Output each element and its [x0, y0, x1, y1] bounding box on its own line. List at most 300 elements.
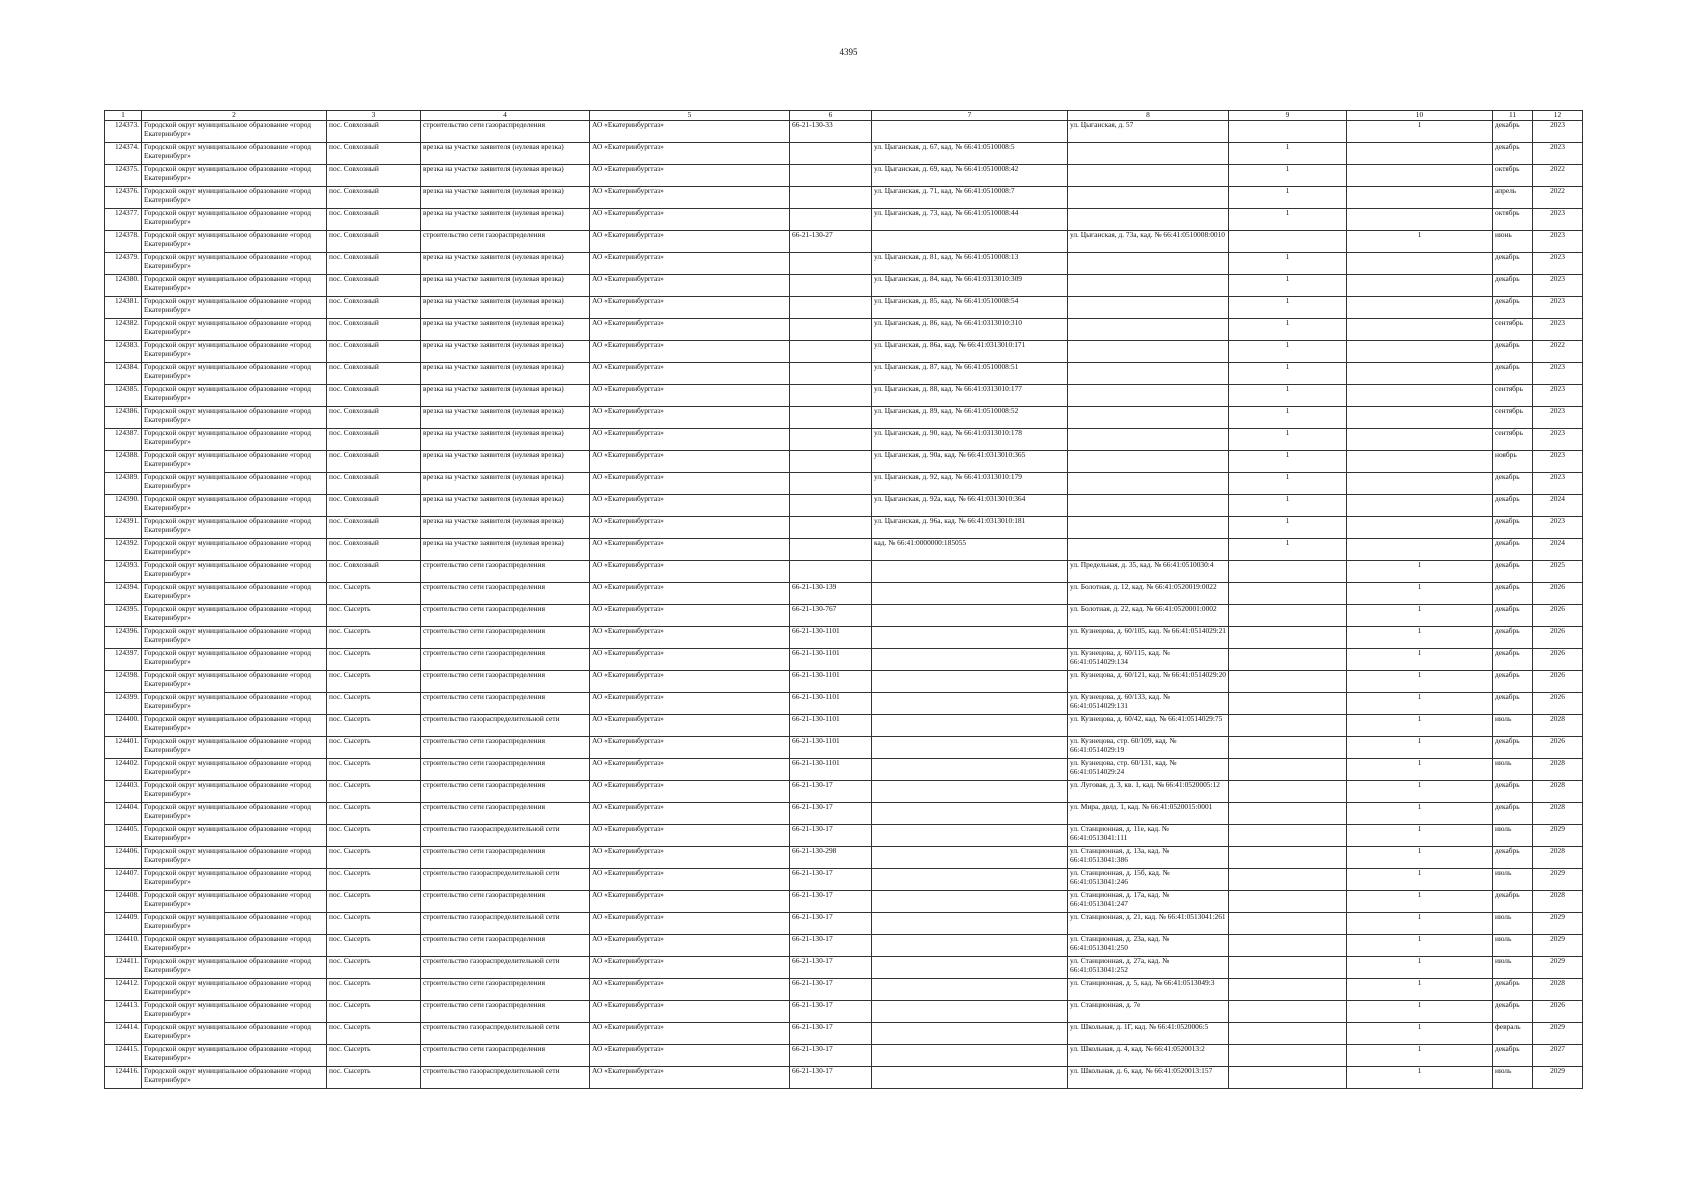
cell-address-network: ул. Кузнецова, д. 60/133, кад. № 66:41:0514029:131 — [1068, 693, 1229, 715]
cell-work-type: врезка на участке заявителя (нулевая врезка) — [421, 275, 590, 297]
cell-network-code — [790, 385, 872, 407]
cell-row-number: 124397. — [105, 649, 142, 671]
cell-row-number: 124413. — [105, 1001, 142, 1023]
cell-organization: АО «Екатеринбурггаз» — [590, 1067, 790, 1089]
cell-address-connection — [872, 803, 1068, 825]
cell-work-type: врезка на участке заявителя (нулевая врезка) — [421, 495, 590, 517]
cell-address-connection: ул. Цыганская, д. 86, кад. № 66:41:0313010:310 — [872, 319, 1068, 341]
cell-work-type: врезка на участке заявителя (нулевая врезка) — [421, 429, 590, 451]
cell-address-connection — [872, 231, 1068, 253]
cell-address-network: ул. Школьная, д. 4, кад. № 66:41:0520013:2 — [1068, 1045, 1229, 1067]
cell-settlement: пос. Совхозный — [327, 165, 421, 187]
cell-network-code — [790, 275, 872, 297]
cell-network-code: 66-21-130-1101 — [790, 671, 872, 693]
cell-settlement: пос. Сысерть — [327, 759, 421, 781]
cell-address-network: ул. Станционная, д. 13а, кад. № 66:41:0513041:386 — [1068, 847, 1229, 869]
cell-municipality: Городской округ муниципальное образование «город Екатеринбург» — [142, 935, 327, 957]
column-header-10: 10 — [1347, 111, 1493, 121]
cell-organization: АО «Екатеринбурггаз» — [590, 583, 790, 605]
cell-connection-count: 1 — [1229, 539, 1347, 561]
cell-municipality: Городской округ муниципальное образование «город Екатеринбург» — [142, 561, 327, 583]
cell-network-count — [1347, 209, 1493, 231]
cell-settlement: пос. Сысерть — [327, 1045, 421, 1067]
cell-municipality: Городской округ муниципальное образование «город Екатеринбург» — [142, 495, 327, 517]
cell-year: 2029 — [1533, 825, 1583, 847]
cell-work-type: врезка на участке заявителя (нулевая врезка) — [421, 187, 590, 209]
cell-year: 2022 — [1533, 341, 1583, 363]
cell-year: 2026 — [1533, 693, 1583, 715]
table-row — [105, 803, 1583, 825]
cell-address-connection: ул. Цыганская, д. 88, кад. № 66:41:0313010:177 — [872, 385, 1068, 407]
cell-year: 2023 — [1533, 209, 1583, 231]
cell-address-connection: ул. Цыганская, д. 89, кад. № 66:41:0510008:52 — [872, 407, 1068, 429]
cell-network-code — [790, 253, 872, 275]
cell-network-count: 1 — [1347, 693, 1493, 715]
cell-municipality: Городской округ муниципальное образование «город Екатеринбург» — [142, 473, 327, 495]
cell-municipality: Городской округ муниципальное образование «город Екатеринбург» — [142, 385, 327, 407]
cell-month: декабрь — [1493, 627, 1533, 649]
cell-address-connection: ул. Цыганская, д. 96а, кад. № 66:41:0313010:181 — [872, 517, 1068, 539]
cell-municipality: Городской округ муниципальное образование «город Екатеринбург» — [142, 539, 327, 561]
cell-address-connection: ул. Цыганская, д. 73, кад. № 66:41:0510008:44 — [872, 209, 1068, 231]
cell-address-connection: ул. Цыганская, д. 67, кад. № 66:41:0510008:5 — [872, 143, 1068, 165]
cell-settlement: пос. Сысерть — [327, 1067, 421, 1089]
cell-year: 2023 — [1533, 473, 1583, 495]
cell-settlement: пос. Сысерть — [327, 847, 421, 869]
cell-row-number: 124378. — [105, 231, 142, 253]
cell-municipality: Городской округ муниципальное образование «город Екатеринбург» — [142, 737, 327, 759]
cell-network-count — [1347, 517, 1493, 539]
cell-connection-count: 1 — [1229, 165, 1347, 187]
cell-address-network: ул. Кузнецова, д. 60/121, кад. № 66:41:0514029:20 — [1068, 671, 1229, 693]
cell-network-count: 1 — [1347, 1001, 1493, 1023]
cell-connection-count: 1 — [1229, 143, 1347, 165]
cell-month: июль — [1493, 1067, 1533, 1089]
page-number: 4395 — [839, 47, 858, 57]
cell-organization: АО «Екатеринбурггаз» — [590, 979, 790, 1001]
cell-row-number: 124399. — [105, 693, 142, 715]
cell-row-number: 124381. — [105, 297, 142, 319]
cell-work-type: строительство газораспределительной сети — [421, 1067, 590, 1089]
cell-municipality: Городской округ муниципальное образование «город Екатеринбург» — [142, 253, 327, 275]
column-header-11: 11 — [1493, 111, 1533, 121]
cell-connection-count — [1229, 1067, 1347, 1089]
cell-address-network: ул. Луговая, д. 3, кв. 1, кад. № 66:41:0520005:12 — [1068, 781, 1229, 803]
cell-network-count: 1 — [1347, 979, 1493, 1001]
cell-address-network: ул. Кузнецова, стр. 60/109, кад. № 66:41:0514029:19 — [1068, 737, 1229, 759]
cell-network-count: 1 — [1347, 1067, 1493, 1089]
cell-network-code: 66-21-130-33 — [790, 121, 872, 143]
cell-address-connection: ул. Цыганская, д. 92а, кад. № 66:41:0313010:364 — [872, 495, 1068, 517]
cell-year: 2023 — [1533, 429, 1583, 451]
cell-work-type: строительство газораспределительной сети — [421, 1023, 590, 1045]
table-row — [105, 231, 1583, 253]
cell-address-network: ул. Школьная, д. 6, кад. № 66:41:0520013:157 — [1068, 1067, 1229, 1089]
cell-address-connection — [872, 1067, 1068, 1089]
cell-network-count — [1347, 319, 1493, 341]
cell-connection-count — [1229, 561, 1347, 583]
cell-municipality: Городской округ муниципальное образование «город Екатеринбург» — [142, 121, 327, 143]
cell-address-connection — [872, 671, 1068, 693]
cell-settlement: пос. Совхозный — [327, 495, 421, 517]
cell-settlement: пос. Совхозный — [327, 121, 421, 143]
cell-connection-count — [1229, 121, 1347, 143]
cell-network-count: 1 — [1347, 891, 1493, 913]
table-row — [105, 297, 1583, 319]
cell-row-number: 124373. — [105, 121, 142, 143]
cell-address-network — [1068, 165, 1229, 187]
cell-work-type: строительство сети газораспределения — [421, 781, 590, 803]
cell-month: октябрь — [1493, 165, 1533, 187]
cell-month: сентябрь — [1493, 429, 1533, 451]
cell-month: сентябрь — [1493, 407, 1533, 429]
cell-address-connection: ул. Цыганская, д. 90, кад. № 66:41:0313010:178 — [872, 429, 1068, 451]
cell-network-code: 66-21-130-17 — [790, 825, 872, 847]
cell-municipality: Городской округ муниципальное образование «город Екатеринбург» — [142, 1045, 327, 1067]
cell-network-code: 66-21-130-17 — [790, 891, 872, 913]
cell-work-type: врезка на участке заявителя (нулевая врезка) — [421, 363, 590, 385]
cell-network-code — [790, 561, 872, 583]
cell-address-network: ул. Станционная, д. 7е — [1068, 1001, 1229, 1023]
cell-connection-count: 1 — [1229, 253, 1347, 275]
cell-row-number: 124407. — [105, 869, 142, 891]
table-row — [105, 451, 1583, 473]
cell-organization: АО «Екатеринбурггаз» — [590, 253, 790, 275]
cell-work-type: врезка на участке заявителя (нулевая врезка) — [421, 473, 590, 495]
cell-network-code: 66-21-130-17 — [790, 935, 872, 957]
cell-month: декабрь — [1493, 253, 1533, 275]
cell-row-number: 124388. — [105, 451, 142, 473]
cell-network-count — [1347, 143, 1493, 165]
cell-row-number: 124382. — [105, 319, 142, 341]
cell-settlement: пос. Совхозный — [327, 297, 421, 319]
cell-organization: АО «Екатеринбурггаз» — [590, 803, 790, 825]
cell-network-count: 1 — [1347, 627, 1493, 649]
cell-work-type: строительство сети газораспределения — [421, 803, 590, 825]
cell-municipality: Городской округ муниципальное образование «город Екатеринбург» — [142, 165, 327, 187]
cell-month: июнь — [1493, 231, 1533, 253]
table-row — [105, 363, 1583, 385]
cell-row-number: 124384. — [105, 363, 142, 385]
cell-network-code: 66-21-130-17 — [790, 1067, 872, 1089]
cell-network-count — [1347, 385, 1493, 407]
cell-row-number: 124377. — [105, 209, 142, 231]
cell-connection-count: 1 — [1229, 429, 1347, 451]
cell-row-number: 124385. — [105, 385, 142, 407]
cell-connection-count: 1 — [1229, 187, 1347, 209]
cell-organization: АО «Екатеринбурггаз» — [590, 429, 790, 451]
cell-settlement: пос. Совхозный — [327, 275, 421, 297]
cell-year: 2028 — [1533, 781, 1583, 803]
cell-network-count: 1 — [1347, 649, 1493, 671]
table-row — [105, 1023, 1583, 1045]
cell-year: 2028 — [1533, 803, 1583, 825]
cell-year: 2029 — [1533, 913, 1583, 935]
cell-year: 2029 — [1533, 935, 1583, 957]
cell-organization: АО «Екатеринбурггаз» — [590, 671, 790, 693]
cell-year: 2023 — [1533, 121, 1583, 143]
cell-settlement: пос. Совхозный — [327, 561, 421, 583]
cell-network-count — [1347, 407, 1493, 429]
cell-address-connection — [872, 759, 1068, 781]
column-header-1: 1 — [105, 111, 142, 121]
cell-year: 2028 — [1533, 847, 1583, 869]
cell-month: сентябрь — [1493, 319, 1533, 341]
cell-network-code: 66-21-130-17 — [790, 869, 872, 891]
cell-municipality: Городской округ муниципальное образование «город Екатеринбург» — [142, 1023, 327, 1045]
cell-connection-count: 1 — [1229, 385, 1347, 407]
cell-municipality: Городской округ муниципальное образование «город Екатеринбург» — [142, 1067, 327, 1089]
cell-address-network — [1068, 143, 1229, 165]
cell-network-count — [1347, 187, 1493, 209]
cell-organization: АО «Екатеринбурггаз» — [590, 539, 790, 561]
cell-municipality: Городской округ муниципальное образование «город Екатеринбург» — [142, 451, 327, 473]
cell-network-code: 66-21-130-1101 — [790, 715, 872, 737]
cell-organization: АО «Екатеринбурггаз» — [590, 825, 790, 847]
cell-month: июль — [1493, 869, 1533, 891]
cell-connection-count: 1 — [1229, 407, 1347, 429]
cell-month: декабрь — [1493, 891, 1533, 913]
cell-address-connection — [872, 583, 1068, 605]
cell-settlement: пос. Совхозный — [327, 253, 421, 275]
cell-connection-count — [1229, 847, 1347, 869]
cell-month: июль — [1493, 913, 1533, 935]
cell-row-number: 124401. — [105, 737, 142, 759]
cell-address-connection: ул. Цыганская, д. 71, кад. № 66:41:0510008:7 — [872, 187, 1068, 209]
cell-municipality: Городской округ муниципальное образование «город Екатеринбург» — [142, 605, 327, 627]
table-row — [105, 781, 1583, 803]
cell-network-count: 1 — [1347, 825, 1493, 847]
cell-settlement: пос. Совхозный — [327, 143, 421, 165]
cell-year: 2023 — [1533, 363, 1583, 385]
cell-organization: АО «Екатеринбурггаз» — [590, 759, 790, 781]
cell-month: декабрь — [1493, 363, 1533, 385]
cell-work-type: строительство сети газораспределения — [421, 1001, 590, 1023]
cell-connection-count — [1229, 957, 1347, 979]
cell-year: 2029 — [1533, 1067, 1583, 1089]
cell-network-code — [790, 319, 872, 341]
cell-network-count: 1 — [1347, 1045, 1493, 1067]
cell-network-code: 66-21-130-17 — [790, 1001, 872, 1023]
cell-settlement: пос. Совхозный — [327, 319, 421, 341]
column-header-4: 4 — [421, 111, 590, 121]
cell-year: 2023 — [1533, 231, 1583, 253]
cell-work-type: врезка на участке заявителя (нулевая врезка) — [421, 539, 590, 561]
table-row — [105, 385, 1583, 407]
cell-municipality: Городской округ муниципальное образование «город Екатеринбург» — [142, 297, 327, 319]
cell-network-code: 66-21-130-139 — [790, 583, 872, 605]
cell-organization: АО «Екатеринбурггаз» — [590, 1045, 790, 1067]
cell-month: декабрь — [1493, 649, 1533, 671]
cell-row-number: 124410. — [105, 935, 142, 957]
cell-address-network: ул. Предельная, д. 35, кад. № 66:41:0510030:4 — [1068, 561, 1229, 583]
cell-address-network — [1068, 539, 1229, 561]
cell-network-count — [1347, 165, 1493, 187]
cell-settlement: пос. Сысерть — [327, 825, 421, 847]
table-body — [105, 121, 1583, 1089]
table-row — [105, 913, 1583, 935]
cell-month: сентябрь — [1493, 385, 1533, 407]
cell-year: 2029 — [1533, 1023, 1583, 1045]
cell-row-number: 124393. — [105, 561, 142, 583]
cell-organization: АО «Екатеринбурггаз» — [590, 627, 790, 649]
cell-row-number: 124374. — [105, 143, 142, 165]
table-row — [105, 539, 1583, 561]
cell-municipality: Городской округ муниципальное образование «город Екатеринбург» — [142, 275, 327, 297]
cell-network-count: 1 — [1347, 781, 1493, 803]
table-row — [105, 121, 1583, 143]
cell-network-code — [790, 539, 872, 561]
cell-year: 2023 — [1533, 297, 1583, 319]
cell-network-code: 66-21-130-1101 — [790, 649, 872, 671]
cell-address-connection: кад. № 66:41:0000000:185055 — [872, 539, 1068, 561]
cell-network-code: 66-21-130-1101 — [790, 737, 872, 759]
cell-connection-count: 1 — [1229, 517, 1347, 539]
cell-month: октябрь — [1493, 209, 1533, 231]
cell-address-connection — [872, 121, 1068, 143]
table-row — [105, 1067, 1583, 1089]
table-row — [105, 429, 1583, 451]
cell-organization: АО «Екатеринбурггаз» — [590, 891, 790, 913]
cell-settlement: пос. Сысерть — [327, 1001, 421, 1023]
cell-settlement: пос. Сысерть — [327, 891, 421, 913]
cell-settlement: пос. Сысерть — [327, 781, 421, 803]
cell-network-count: 1 — [1347, 935, 1493, 957]
cell-connection-count: 1 — [1229, 341, 1347, 363]
cell-row-number: 124390. — [105, 495, 142, 517]
cell-settlement: пос. Сысерть — [327, 935, 421, 957]
cell-month: декабрь — [1493, 473, 1533, 495]
cell-settlement: пос. Совхозный — [327, 539, 421, 561]
cell-connection-count — [1229, 869, 1347, 891]
cell-settlement: пос. Сысерть — [327, 671, 421, 693]
cell-municipality: Городской округ муниципальное образование «город Екатеринбург» — [142, 231, 327, 253]
cell-municipality: Городской округ муниципальное образование «город Екатеринбург» — [142, 913, 327, 935]
cell-settlement: пос. Сысерть — [327, 605, 421, 627]
cell-organization: АО «Екатеринбурггаз» — [590, 495, 790, 517]
cell-address-connection — [872, 869, 1068, 891]
table-row — [105, 715, 1583, 737]
cell-network-code: 66-21-130-17 — [790, 781, 872, 803]
cell-organization: АО «Екатеринбурггаз» — [590, 781, 790, 803]
cell-organization: АО «Екатеринбурггаз» — [590, 869, 790, 891]
cell-organization: АО «Екатеринбурггаз» — [590, 363, 790, 385]
cell-work-type: строительство сети газораспределения — [421, 605, 590, 627]
cell-row-number: 124414. — [105, 1023, 142, 1045]
cell-year: 2028 — [1533, 759, 1583, 781]
cell-network-count: 1 — [1347, 869, 1493, 891]
cell-address-network — [1068, 363, 1229, 385]
cell-row-number: 124379. — [105, 253, 142, 275]
cell-row-number: 124383. — [105, 341, 142, 363]
cell-address-connection — [872, 1001, 1068, 1023]
cell-address-network: ул. Болотная, д. 22, кад. № 66:41:0520001:0002 — [1068, 605, 1229, 627]
cell-network-count — [1347, 451, 1493, 473]
cell-address-connection: ул. Цыганская, д. 92, кад. № 66:41:0313010:179 — [872, 473, 1068, 495]
column-header-12: 12 — [1533, 111, 1583, 121]
cell-month: декабрь — [1493, 297, 1533, 319]
cell-month: ноябрь — [1493, 451, 1533, 473]
cell-network-count: 1 — [1347, 561, 1493, 583]
cell-month: декабрь — [1493, 979, 1533, 1001]
cell-network-count — [1347, 429, 1493, 451]
cell-month: декабрь — [1493, 517, 1533, 539]
cell-row-number: 124375. — [105, 165, 142, 187]
cell-connection-count — [1229, 913, 1347, 935]
cell-network-count: 1 — [1347, 1023, 1493, 1045]
cell-settlement: пос. Сысерть — [327, 737, 421, 759]
cell-month: июль — [1493, 957, 1533, 979]
cell-work-type: строительство сети газораспределения — [421, 649, 590, 671]
cell-network-code — [790, 341, 872, 363]
cell-row-number: 124402. — [105, 759, 142, 781]
cell-address-connection — [872, 957, 1068, 979]
cell-municipality: Городской округ муниципальное образование «город Екатеринбург» — [142, 671, 327, 693]
cell-year: 2029 — [1533, 869, 1583, 891]
cell-address-network — [1068, 385, 1229, 407]
cell-month: июль — [1493, 715, 1533, 737]
cell-work-type: врезка на участке заявителя (нулевая врезка) — [421, 451, 590, 473]
cell-year: 2026 — [1533, 671, 1583, 693]
table-row — [105, 341, 1583, 363]
cell-network-code: 66-21-130-17 — [790, 979, 872, 1001]
cell-organization: АО «Екатеринбурггаз» — [590, 605, 790, 627]
cell-address-connection: ул. Цыганская, д. 87, кад. № 66:41:0510008:51 — [872, 363, 1068, 385]
cell-municipality: Городской округ муниципальное образование «город Екатеринбург» — [142, 517, 327, 539]
table-row — [105, 891, 1583, 913]
cell-settlement: пос. Совхозный — [327, 341, 421, 363]
column-header-9: 9 — [1229, 111, 1347, 121]
cell-settlement: пос. Совхозный — [327, 517, 421, 539]
cell-municipality: Городской округ муниципальное образование «город Екатеринбург» — [142, 583, 327, 605]
cell-network-count — [1347, 341, 1493, 363]
cell-settlement: пос. Сысерть — [327, 693, 421, 715]
column-header-5: 5 — [590, 111, 790, 121]
cell-row-number: 124396. — [105, 627, 142, 649]
cell-address-network: ул. Станционная, д. 21, кад. № 66:41:0513041:261 — [1068, 913, 1229, 935]
table-row — [105, 957, 1583, 979]
cell-row-number: 124395. — [105, 605, 142, 627]
cell-work-type: строительство сети газораспределения — [421, 1045, 590, 1067]
cell-organization: АО «Екатеринбурггаз» — [590, 165, 790, 187]
cell-connection-count — [1229, 1001, 1347, 1023]
cell-row-number: 124403. — [105, 781, 142, 803]
cell-work-type: строительство сети газораспределения — [421, 583, 590, 605]
cell-settlement: пос. Совхозный — [327, 187, 421, 209]
table-row — [105, 935, 1583, 957]
cell-settlement: пос. Совхозный — [327, 385, 421, 407]
cell-month: июль — [1493, 935, 1533, 957]
table-row — [105, 825, 1583, 847]
cell-address-network: ул. Кузнецова, стр. 60/131, кад. № 66:41:0514029:24 — [1068, 759, 1229, 781]
table-row — [105, 583, 1583, 605]
table-row — [105, 847, 1583, 869]
table-row — [105, 517, 1583, 539]
cell-work-type: врезка на участке заявителя (нулевая врезка) — [421, 341, 590, 363]
cell-network-code — [790, 143, 872, 165]
cell-settlement: пос. Совхозный — [327, 473, 421, 495]
cell-municipality: Городской округ муниципальное образование «город Екатеринбург» — [142, 407, 327, 429]
cell-address-network: ул. Станционная, д. 17а, кад. № 66:41:0513041:247 — [1068, 891, 1229, 913]
cell-year: 2023 — [1533, 253, 1583, 275]
cell-year: 2026 — [1533, 583, 1583, 605]
cell-work-type: врезка на участке заявителя (нулевая врезка) — [421, 517, 590, 539]
cell-year: 2028 — [1533, 979, 1583, 1001]
cell-settlement: пос. Совхозный — [327, 363, 421, 385]
cell-row-number: 124376. — [105, 187, 142, 209]
cell-work-type: строительство сети газораспределения — [421, 627, 590, 649]
cell-network-count — [1347, 297, 1493, 319]
